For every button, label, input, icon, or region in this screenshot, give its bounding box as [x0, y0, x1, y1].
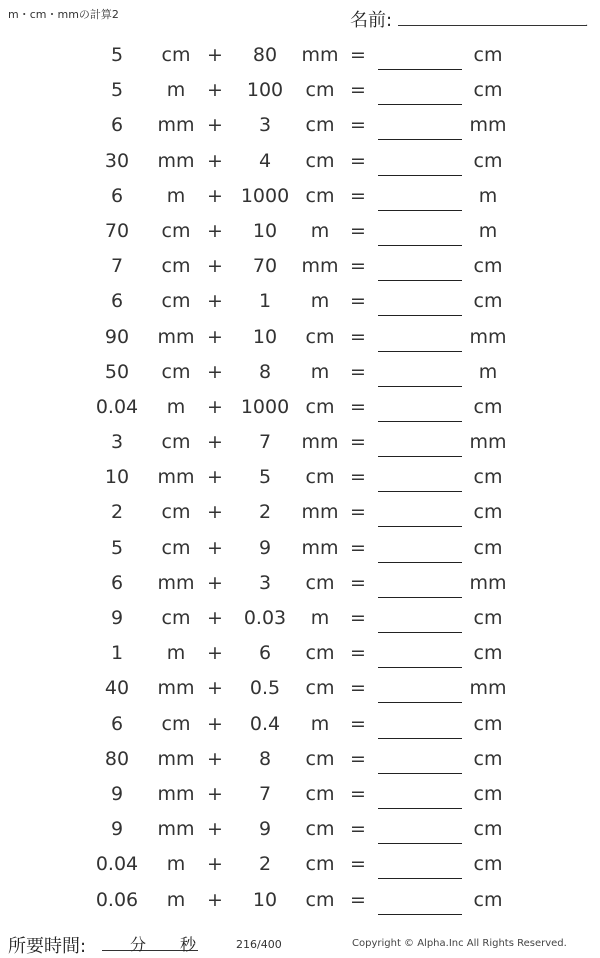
problem-row: [0, 108, 600, 143]
second-value: 4: [258, 149, 272, 172]
answer-blank[interactable]: [378, 526, 462, 527]
problem-row: [0, 495, 600, 530]
first-value: 6: [110, 114, 124, 137]
problem-row: [0, 38, 600, 73]
problem-row: [0, 425, 600, 460]
problem-row: [0, 812, 600, 847]
first-value: 6: [110, 571, 124, 594]
equals-sign: =: [350, 466, 366, 489]
answer-unit: cm: [473, 888, 503, 911]
answer-unit: m: [478, 184, 498, 207]
problem-row: [0, 214, 600, 249]
answer-blank[interactable]: [378, 632, 462, 633]
problem-row: [0, 636, 600, 671]
plus-sign: +: [207, 431, 223, 454]
second-unit: cm: [305, 747, 335, 770]
second-unit: cm: [305, 853, 335, 876]
answer-blank[interactable]: [378, 562, 462, 563]
answer-blank[interactable]: [378, 702, 462, 703]
answer-unit: m: [478, 360, 498, 383]
answer-blank[interactable]: [378, 104, 462, 105]
second-unit: cm: [305, 677, 335, 700]
answer-unit: mm: [469, 325, 507, 348]
second-unit: m: [310, 219, 330, 242]
first-value: 9: [110, 782, 124, 805]
second-value: 10: [252, 888, 278, 911]
plus-sign: +: [207, 219, 223, 242]
first-unit: m: [166, 184, 186, 207]
plus-sign: +: [207, 360, 223, 383]
answer-blank[interactable]: [378, 351, 462, 352]
equals-sign: =: [350, 325, 366, 348]
equals-sign: =: [350, 818, 366, 841]
answer-unit: cm: [473, 44, 503, 66]
plus-sign: +: [207, 888, 223, 911]
equals-sign: =: [350, 431, 366, 454]
equals-sign: =: [350, 712, 366, 735]
second-value: 9: [258, 818, 272, 841]
second-unit: cm: [305, 818, 335, 841]
first-value: 6: [110, 184, 124, 207]
first-unit: m: [166, 853, 186, 876]
name-label: 名前:: [350, 10, 393, 31]
problem-row: [0, 390, 600, 425]
first-unit: cm: [161, 501, 191, 524]
first-unit: cm: [161, 536, 191, 559]
first-unit: cm: [161, 44, 191, 66]
answer-blank[interactable]: [378, 280, 462, 281]
first-value: 70: [104, 219, 130, 242]
name-input-line[interactable]: [398, 24, 586, 26]
answer-unit: cm: [473, 712, 503, 735]
answer-blank[interactable]: [378, 210, 462, 211]
answer-unit: cm: [473, 782, 503, 805]
equals-sign: =: [350, 114, 366, 137]
first-value: 7: [110, 255, 124, 278]
second-value: 0.4: [249, 712, 281, 735]
first-value: 5: [110, 44, 124, 66]
plus-sign: +: [207, 325, 223, 348]
second-unit: mm: [301, 501, 339, 524]
second-unit: cm: [305, 184, 335, 207]
second-unit: cm: [305, 642, 335, 665]
equals-sign: =: [350, 501, 366, 524]
second-value: 6: [258, 642, 272, 665]
plus-sign: +: [207, 501, 223, 524]
first-unit: mm: [157, 677, 195, 700]
answer-unit: m: [478, 219, 498, 242]
first-value: 30: [104, 149, 130, 172]
answer-unit: cm: [473, 149, 503, 172]
second-value: 7: [258, 431, 272, 454]
first-unit: mm: [157, 114, 195, 137]
first-value: 0.04: [95, 395, 139, 418]
problem-row: [0, 707, 600, 742]
first-value: 90: [104, 325, 130, 348]
second-unit: cm: [305, 114, 335, 137]
problem-row: [0, 460, 600, 495]
problem-row: [0, 847, 600, 882]
equals-sign: =: [350, 677, 366, 700]
problem-row: [0, 73, 600, 108]
first-value: 40: [104, 677, 130, 700]
first-unit: cm: [161, 290, 191, 313]
answer-blank[interactable]: [378, 914, 462, 915]
second-value: 0.5: [249, 677, 281, 700]
answer-blank[interactable]: [378, 491, 462, 492]
plus-sign: +: [207, 44, 223, 66]
second-unit: cm: [305, 571, 335, 594]
problem-row: [0, 601, 600, 636]
answer-blank[interactable]: [378, 843, 462, 844]
second-value: 10: [252, 325, 278, 348]
first-unit: m: [166, 888, 186, 911]
second-unit: mm: [301, 431, 339, 454]
answer-unit: cm: [473, 290, 503, 313]
problem-row: [0, 566, 600, 601]
second-value: 7: [258, 782, 272, 805]
first-unit: cm: [161, 219, 191, 242]
answer-blank[interactable]: [378, 738, 462, 739]
plus-sign: +: [207, 818, 223, 841]
second-unit: mm: [301, 536, 339, 559]
first-unit: mm: [157, 571, 195, 594]
second-unit: m: [310, 607, 330, 629]
first-unit: cm: [161, 712, 191, 735]
problem-row: [0, 355, 600, 390]
plus-sign: +: [207, 184, 223, 207]
plus-sign: +: [207, 677, 223, 700]
second-value: 70: [252, 255, 278, 278]
second-unit: cm: [305, 466, 335, 489]
first-value: 9: [110, 818, 124, 841]
second-unit: m: [310, 712, 330, 735]
answer-blank[interactable]: [378, 597, 462, 598]
plus-sign: +: [207, 255, 223, 278]
answer-unit: mm: [469, 677, 507, 700]
equals-sign: =: [350, 219, 366, 242]
first-value: 1: [110, 642, 124, 665]
answer-unit: cm: [473, 607, 503, 629]
first-value: 0.04: [95, 853, 139, 876]
worksheet-title: m・cm・mmの計算2: [8, 8, 119, 21]
second-value: 80: [252, 44, 278, 66]
answer-unit: cm: [473, 395, 503, 418]
second-unit: cm: [305, 782, 335, 805]
equals-sign: =: [350, 184, 366, 207]
copyright: Copyright © Alpha.Inc All Rights Reserved.: [352, 938, 567, 949]
answer-unit: cm: [473, 818, 503, 841]
plus-sign: +: [207, 571, 223, 594]
answer-blank[interactable]: [378, 456, 462, 457]
second-unit: cm: [305, 325, 335, 348]
second-unit: mm: [301, 44, 339, 66]
plus-sign: +: [207, 782, 223, 805]
plus-sign: +: [207, 607, 223, 629]
second-value: 1000: [240, 395, 290, 418]
answer-unit: cm: [473, 501, 503, 524]
problem-row: [0, 531, 600, 566]
second-value: 0.03: [243, 607, 287, 629]
minutes-label: 分: [130, 935, 147, 954]
first-unit: mm: [157, 818, 195, 841]
problem-row: [0, 179, 600, 214]
second-value: 5: [258, 466, 272, 489]
second-unit: cm: [305, 149, 335, 172]
answer-blank[interactable]: [378, 878, 462, 879]
seconds-label: 秒: [180, 935, 197, 954]
second-unit: mm: [301, 255, 339, 278]
name-line-end-mark: .: [585, 18, 589, 29]
plus-sign: +: [207, 466, 223, 489]
first-unit: cm: [161, 607, 191, 629]
problem-list: [0, 38, 600, 918]
second-value: 2: [258, 501, 272, 524]
first-value: 10: [104, 466, 130, 489]
second-value: 8: [258, 360, 272, 383]
equals-sign: =: [350, 44, 366, 66]
equals-sign: =: [350, 149, 366, 172]
first-value: 2: [110, 501, 124, 524]
time-label: 所要時間:: [8, 936, 87, 957]
second-value: 1: [258, 290, 272, 313]
first-value: 3: [110, 431, 124, 454]
plus-sign: +: [207, 712, 223, 735]
problem-row: [0, 144, 600, 179]
plus-sign: +: [207, 395, 223, 418]
answer-blank[interactable]: [378, 667, 462, 668]
first-unit: cm: [161, 360, 191, 383]
plus-sign: +: [207, 79, 223, 102]
equals-sign: =: [350, 782, 366, 805]
answer-blank[interactable]: [378, 139, 462, 140]
problem-row: [0, 320, 600, 355]
answer-blank[interactable]: [378, 386, 462, 387]
first-value: 0.06: [95, 888, 139, 911]
answer-blank[interactable]: [378, 773, 462, 774]
answer-unit: cm: [473, 642, 503, 665]
first-unit: m: [166, 79, 186, 102]
answer-unit: cm: [473, 853, 503, 876]
equals-sign: =: [350, 642, 366, 665]
second-value: 9: [258, 536, 272, 559]
plus-sign: +: [207, 149, 223, 172]
answer-unit: mm: [469, 571, 507, 594]
answer-unit: mm: [469, 431, 507, 454]
problem-row: [0, 284, 600, 319]
first-unit: mm: [157, 747, 195, 770]
equals-sign: =: [350, 395, 366, 418]
answer-blank[interactable]: [378, 69, 462, 70]
equals-sign: =: [350, 79, 366, 102]
answer-blank[interactable]: [378, 175, 462, 176]
first-unit: cm: [161, 431, 191, 454]
second-unit: m: [310, 360, 330, 383]
first-unit: m: [166, 642, 186, 665]
second-value: 3: [258, 114, 272, 137]
answer-blank[interactable]: [378, 808, 462, 809]
answer-blank[interactable]: [378, 315, 462, 316]
equals-sign: =: [350, 747, 366, 770]
second-value: 100: [246, 79, 284, 102]
problem-row: [0, 777, 600, 812]
first-value: 80: [104, 747, 130, 770]
plus-sign: +: [207, 853, 223, 876]
first-value: 5: [110, 536, 124, 559]
second-value: 1000: [240, 184, 290, 207]
second-unit: cm: [305, 888, 335, 911]
equals-sign: =: [350, 571, 366, 594]
first-unit: mm: [157, 325, 195, 348]
plus-sign: +: [207, 290, 223, 313]
answer-unit: cm: [473, 747, 503, 770]
equals-sign: =: [350, 536, 366, 559]
answer-unit: cm: [473, 536, 503, 559]
first-value: 6: [110, 290, 124, 313]
equals-sign: =: [350, 853, 366, 876]
first-unit: m: [166, 395, 186, 418]
second-value: 2: [258, 853, 272, 876]
equals-sign: =: [350, 607, 366, 629]
answer-unit: mm: [469, 114, 507, 137]
plus-sign: +: [207, 536, 223, 559]
problem-row: [0, 742, 600, 777]
problem-row: [0, 249, 600, 284]
plus-sign: +: [207, 642, 223, 665]
answer-unit: cm: [473, 255, 503, 278]
plus-sign: +: [207, 747, 223, 770]
equals-sign: =: [350, 290, 366, 313]
plus-sign: +: [207, 114, 223, 137]
second-value: 10: [252, 219, 278, 242]
second-unit: cm: [305, 395, 335, 418]
answer-blank[interactable]: [378, 245, 462, 246]
first-value: 50: [104, 360, 130, 383]
answer-blank[interactable]: [378, 421, 462, 422]
answer-unit: cm: [473, 79, 503, 102]
first-value: 6: [110, 712, 124, 735]
first-unit: mm: [157, 782, 195, 805]
first-unit: mm: [157, 466, 195, 489]
page-number: 216/400: [236, 938, 282, 951]
second-value: 8: [258, 747, 272, 770]
problem-row: [0, 883, 600, 918]
equals-sign: =: [350, 888, 366, 911]
second-unit: m: [310, 290, 330, 313]
first-unit: cm: [161, 255, 191, 278]
answer-unit: cm: [473, 466, 503, 489]
second-unit: cm: [305, 79, 335, 102]
equals-sign: =: [350, 360, 366, 383]
first-value: 9: [110, 607, 124, 629]
first-value: 5: [110, 79, 124, 102]
second-value: 3: [258, 571, 272, 594]
equals-sign: =: [350, 255, 366, 278]
problem-row: [0, 671, 600, 706]
first-unit: mm: [157, 149, 195, 172]
